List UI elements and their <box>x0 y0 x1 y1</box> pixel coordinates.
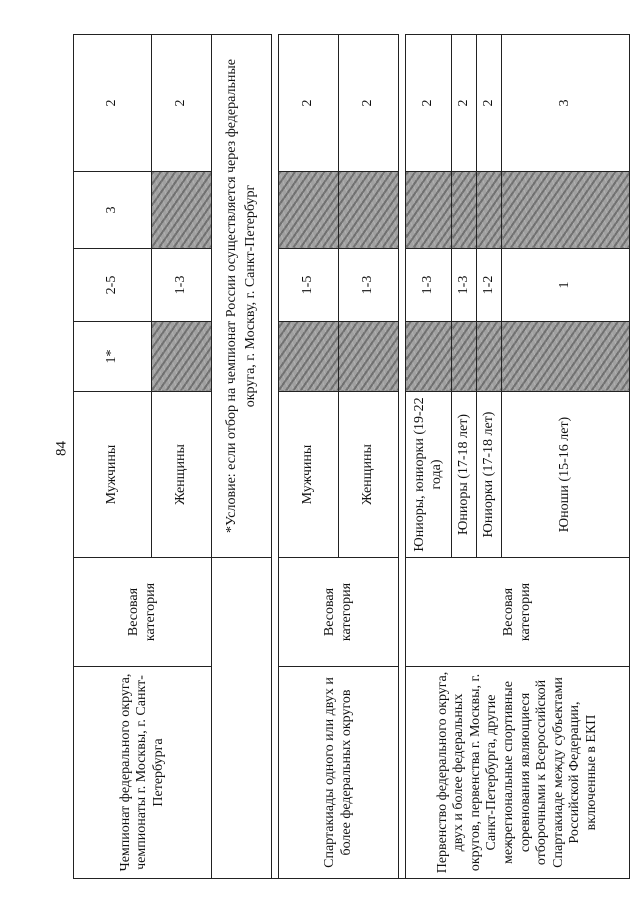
shaded-cell <box>477 172 502 249</box>
shaded-cell <box>152 172 212 249</box>
shaded-cell <box>279 172 339 249</box>
places-2-cell: 2-5 <box>74 249 152 322</box>
shaded-cell <box>339 322 399 392</box>
places-2-cell: 1-3 <box>339 249 399 322</box>
event-name: Чемпионат федерального округа, чемпионаты г. Москвы, г. Санкт-Петербурга <box>74 667 212 879</box>
table-row <box>74 35 152 879</box>
event-name: Первенство федерального округа, двух и более федеральных округов, первенства г. Москвы, г. Санкт-Петербурга, другие межрегиональные спортивные соревнования являющиеся отборочными к Всероссийской Спартакиаде между субъектами Российской Федерации, включенные в ЕКП <box>406 667 630 879</box>
count-cell: 2 <box>477 35 502 172</box>
group-cell: Юниоры (17-18 лет) <box>452 392 477 558</box>
shaded-cell <box>452 322 477 392</box>
places-2-cell: 1-3 <box>452 249 477 322</box>
group-cell: Юноши (15-16 лет) <box>502 392 630 558</box>
category-cell: Весовая категория <box>406 558 630 667</box>
shaded-cell <box>502 322 630 392</box>
group-cell: Юниоры, юниорки (19-22 года) <box>406 392 452 558</box>
group-cell: Женщины <box>339 392 399 558</box>
table-row <box>279 35 339 879</box>
shaded-cell <box>152 322 212 392</box>
rotated-table-container <box>73 35 602 879</box>
shaded-cell <box>279 322 339 392</box>
category-cell: Весовая категория <box>279 558 399 667</box>
table-row <box>406 35 452 879</box>
note-row <box>212 35 272 879</box>
event-name: Спартакиады одного или двух и более федеральных округов <box>279 667 399 879</box>
section-separator <box>399 35 406 879</box>
count-cell: 2 <box>279 35 339 172</box>
count-cell: 2 <box>74 35 152 172</box>
group-cell: Мужчины <box>279 392 339 558</box>
shaded-cell <box>406 172 452 249</box>
count-cell: 3 <box>502 35 630 172</box>
count-cell: 2 <box>452 35 477 172</box>
places-2-cell: 1-3 <box>152 249 212 322</box>
shaded-cell <box>452 172 477 249</box>
condition-note: *Условие: если отбор на чемпионат России осуществляется через федеральные округа, г. Москву, г. Санкт-Петербург <box>212 35 272 558</box>
section-separator <box>272 35 279 879</box>
places-2-cell: 1-5 <box>279 249 339 322</box>
places-2-cell: 1-2 <box>477 249 502 322</box>
shaded-cell <box>477 322 502 392</box>
places-2-cell: 1-3 <box>406 249 452 322</box>
places-3-cell: 3 <box>74 172 152 249</box>
page-number: 84 <box>53 441 70 456</box>
category-cell: Весовая категория <box>74 558 212 667</box>
count-cell: 2 <box>339 35 399 172</box>
places-2-cell: 1 <box>502 249 630 322</box>
shaded-cell <box>406 322 452 392</box>
group-cell: Юниорки (17-18 лет) <box>477 392 502 558</box>
qualification-table <box>73 34 630 879</box>
count-cell: 2 <box>152 35 212 172</box>
shaded-cell <box>339 172 399 249</box>
shaded-cell <box>502 172 630 249</box>
places-1-cell: 1* <box>74 322 152 392</box>
group-cell: Женщины <box>152 392 212 558</box>
count-cell: 2 <box>406 35 452 172</box>
group-cell: Мужчины <box>74 392 152 558</box>
